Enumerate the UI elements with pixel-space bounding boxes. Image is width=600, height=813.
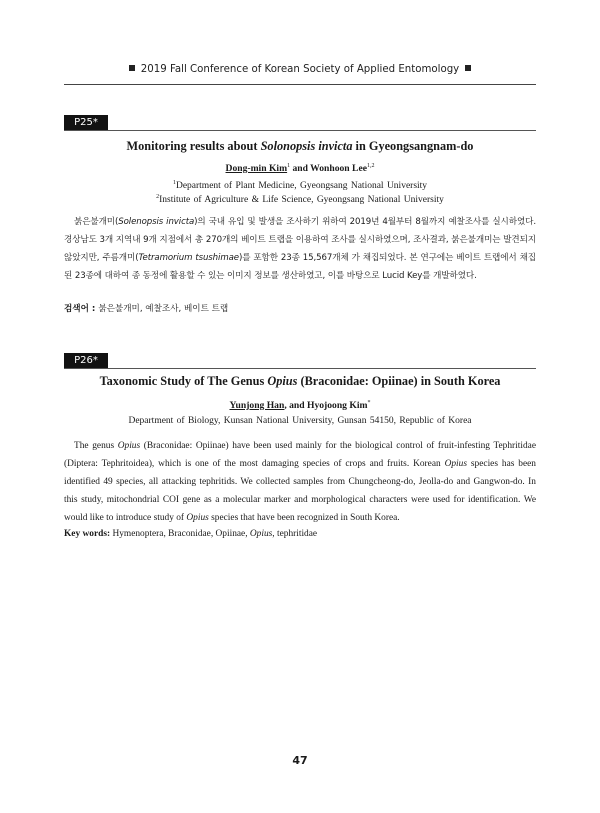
poster-tag-p26: P26* — [64, 353, 108, 369]
keywords-p26: Key words: Hymenoptera, Braconidae, Opiinae, Opius, tephritidae — [64, 529, 318, 539]
square-bullet-icon — [129, 65, 135, 71]
section-divider — [64, 368, 536, 369]
paper-title-p25: Monitoring results about Solonopsis invicta in Gyeongsangnam-do — [126, 139, 474, 153]
page-number: 47 — [292, 754, 308, 767]
running-header — [64, 64, 536, 75]
affiliation-2: $^2$Institute of Agriculture & Life Science, Gyeongsang National University — [156, 194, 444, 206]
authors-p26: Yunjong Han, and Hyojoong Kim* — [229, 400, 371, 412]
presenting-author: Yunjong Han — [229, 400, 285, 412]
section-divider — [64, 130, 536, 131]
header-divider — [64, 84, 536, 85]
authors-p25: Dong-min Kim$^1$ and Wonhoon Lee$^{1,2}$ — [225, 163, 375, 175]
presenting-author: Dong-min Kim — [225, 163, 288, 175]
conference-title: 2019 Fall Conference of Korean Society of Applied Entomology — [140, 64, 460, 75]
keywords-p25: 검색어 : 붉은불개미, 예찰조사, 베이트 트랩 — [64, 304, 229, 314]
poster-tag-p25: P25* — [64, 115, 108, 131]
affiliation-1: $^1$Department of Plant Medicine, Gyeongsang National University — [172, 180, 428, 192]
affiliation: Department of Biology, Kunsan National University, Gunsan 54150, Republic of Korea — [128, 416, 472, 426]
square-bullet-icon — [465, 65, 471, 71]
abstract-p25: 붉은불개미(Solenopsis invicta)의 국내 유입 및 발생을 조사하기 위하여 2019년 4월부터 8월까지 예찰조사를 실시하였다. 경상남도 3개 지역내 9개 지점에서 총 270개의 베이트 트랩을 이용하여 조사를 실시하였으며, 조사결과, 붉은불개미는 발견되지 않았지만, 주름개미(Tetramorium tsushimae)를 포함한 23종 15,567개체 가 채집되었다. 본 연구에는 베이트 트랩에서 채집된 23종에 대하여 종 동정에 활용할 수 있는 이미지 정보를 생산하였고, 이를 바탕으로 Lucid Key를 개발하였다. — [64, 217, 536, 281]
paper-title-p26: Taxonomic Study of The Genus Opius (Braconidae: Opiinae) in South Korea — [99, 374, 501, 388]
abstract-p26: The genus Opius (Braconidae: Opiinae) have been used mainly for the biological control of fruit-infesting Tephritidae (Diptera: Tephritoidea), which is one of the most damaging species of crops and fruits. Korean Opius species has been identified 49 species, all attacking tephritids. We collected samples from Chungcheong-do, Jeolla-do and Gangwon-do. In this study, mitochondrial COI gene as a molecular marker and morphological characters were used for identification. We would like to introduce study of Opius species that have been recognized in South Korea. — [64, 441, 536, 523]
